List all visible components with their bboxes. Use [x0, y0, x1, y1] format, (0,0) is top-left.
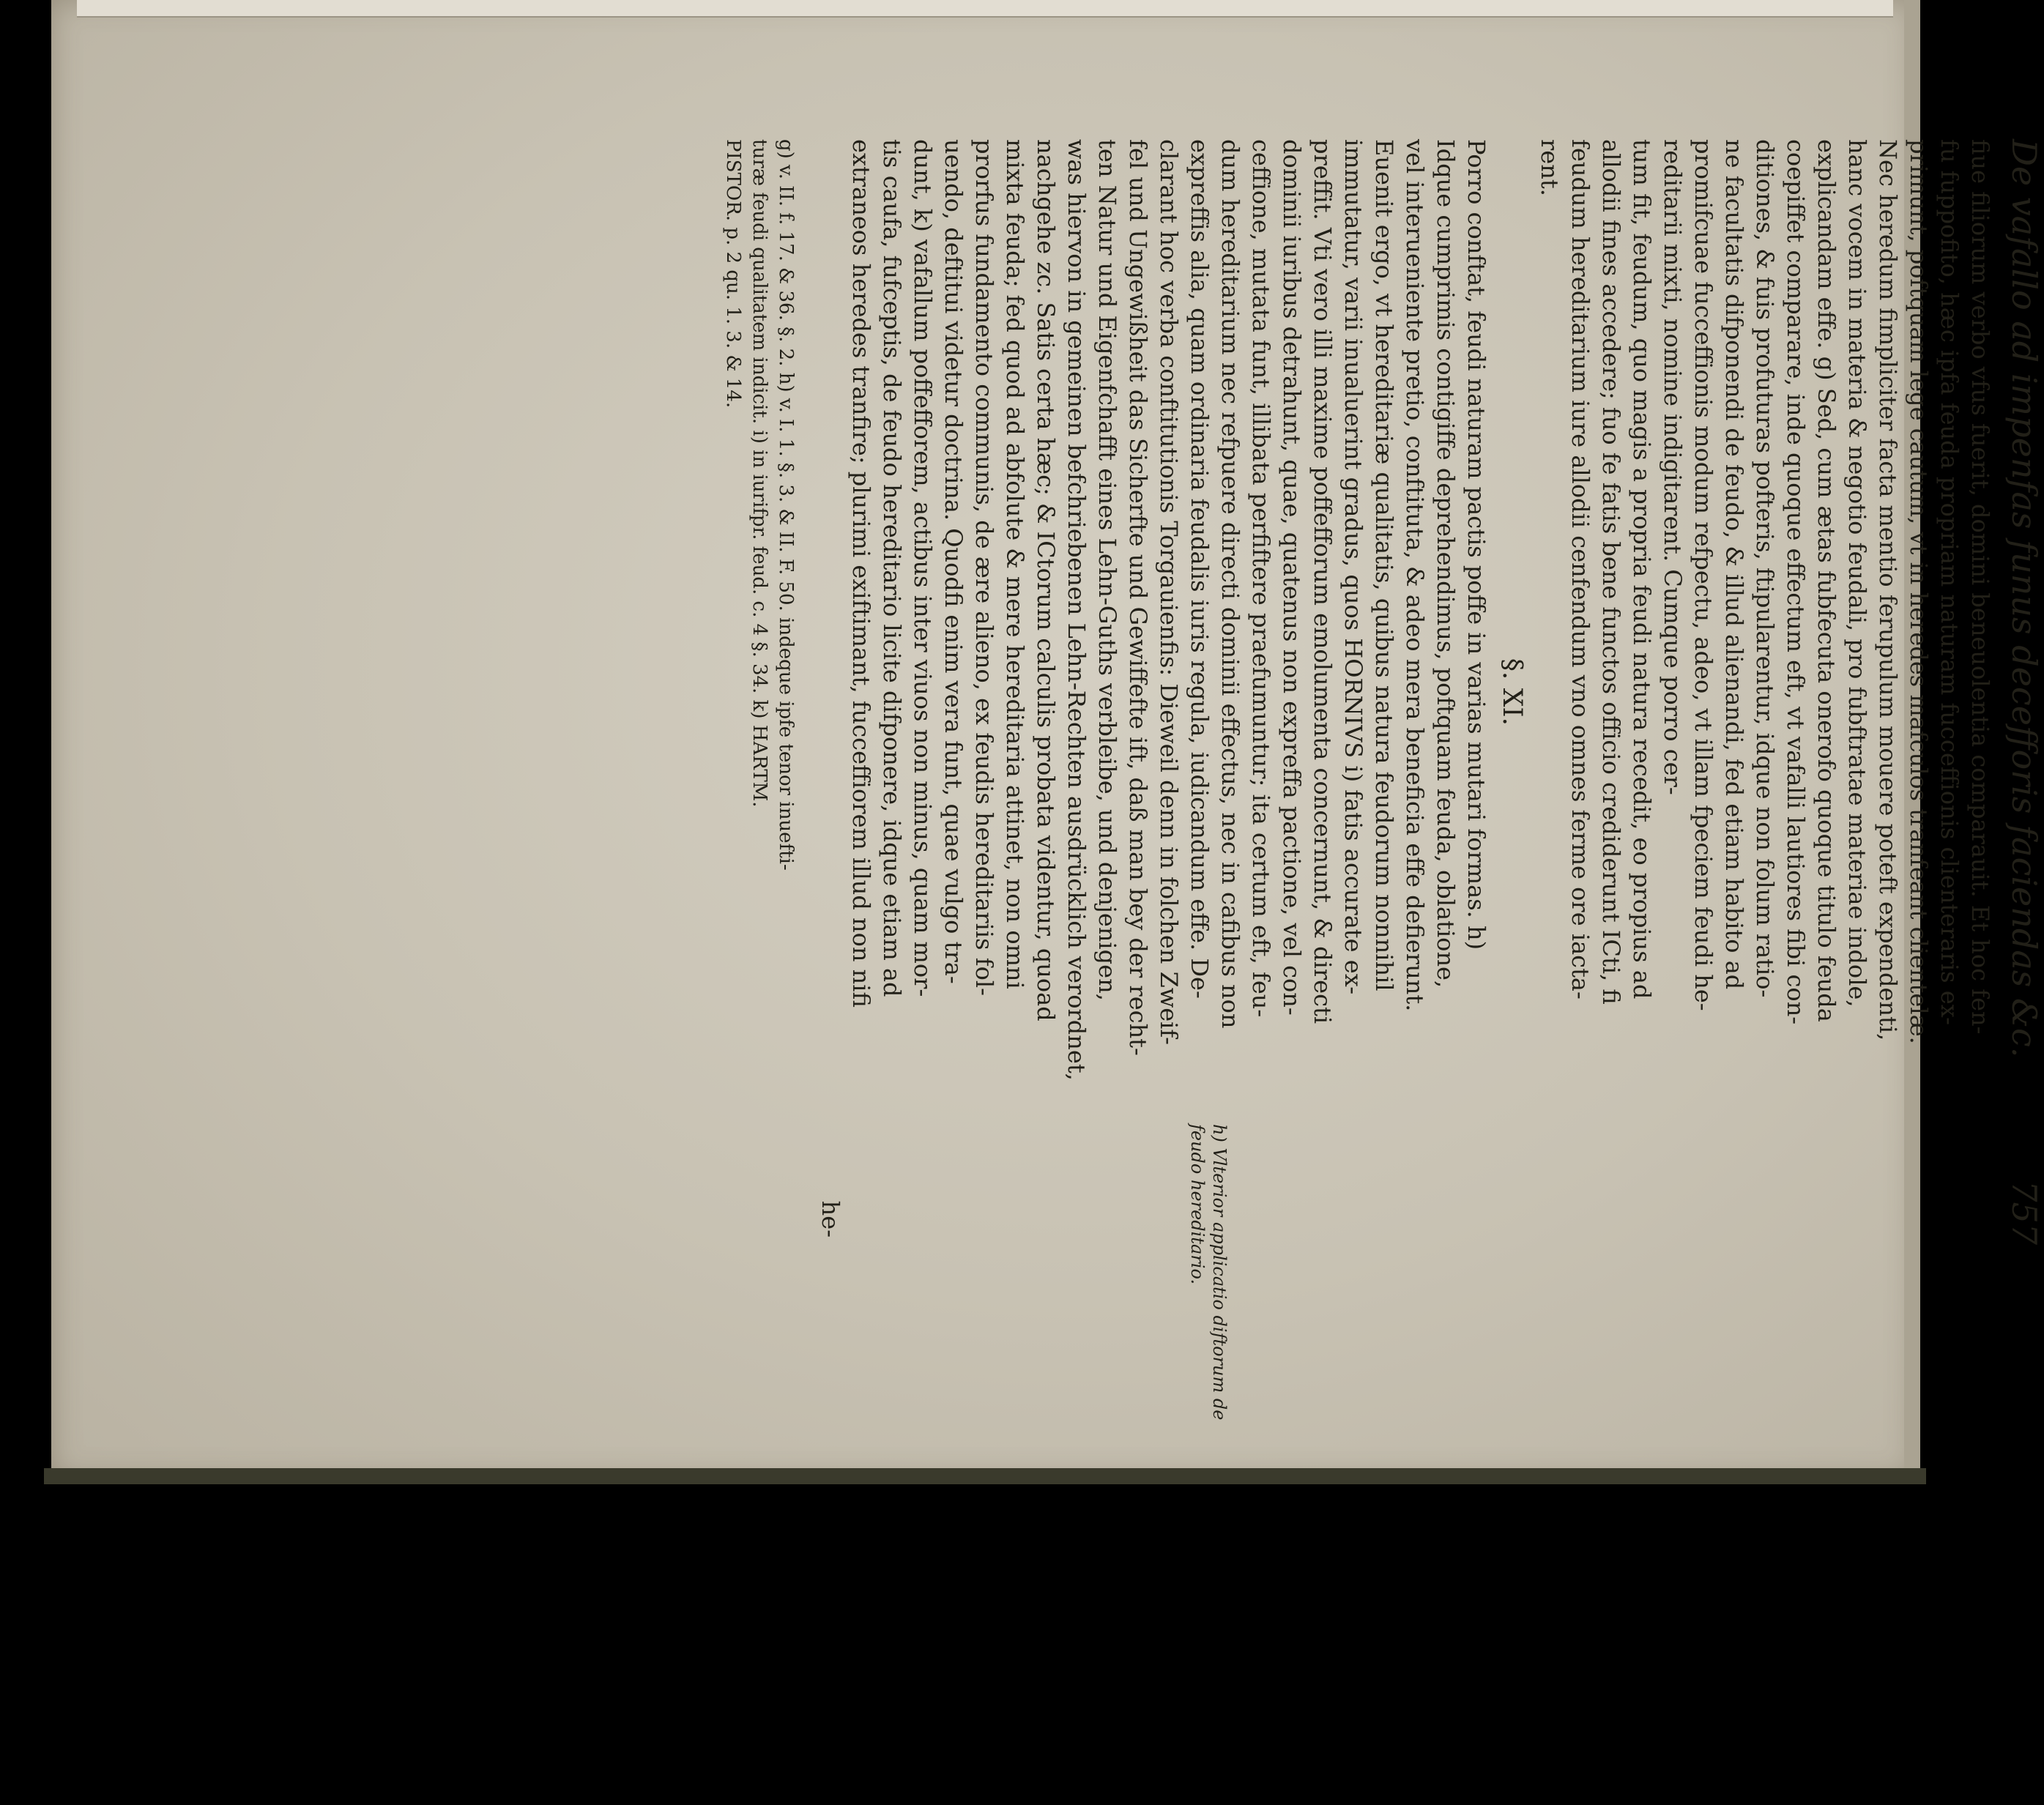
footnote-line: turæ feudi qualitatem indicit. i) in iurifpr. feud. c. 4 §. 34. k) HARTM.	[748, 139, 770, 808]
rotated-text-block	[722, 139, 2044, 1245]
book-cover-edge	[44, 1468, 1926, 1484]
text-line: vel interueniente pretio, conftituta, & adeo mera beneficia effe defierunt.	[1401, 139, 1429, 1012]
text-line: ditiones, & fuis profuturas pofteris, ftipularentur, idque non folum ratio-	[1751, 139, 1779, 998]
text-line: Idque cumprimis contigiffe deprehendimus, poftquam feuda, oblatione,	[1432, 139, 1460, 989]
text-line: immutatur, varii inualuerint gradus, quos HORNIVS i) fatis accurate ex-	[1339, 139, 1367, 994]
footnote-line: g) v. II. f. 17. & 36. §. 2. h) v. I. 1. §. 3. & II. F. 50. indeque ipfe tenor inuefti-	[775, 139, 797, 871]
paragraph-1	[1534, 139, 1996, 1245]
text-line: dunt, k) vafallum poffefforem, actibus inter viuos non minus, quam mor-	[909, 139, 937, 997]
section-heading: §. XI.	[1497, 658, 1527, 726]
text-line: nachgehe zc. Satis certa hæc; & ICtorum calculis probata videntur, quoad	[1032, 139, 1060, 1021]
text-line: prorfus fundamento communis, de ære alieno, ex feudis hereditariis fol-	[970, 139, 998, 996]
text-line: tum fit, feudum, quo magis a propria feudi natura recedit, eo propius ad	[1628, 139, 1656, 1000]
text-line: extraneos heredes tranfire; plurimi exiftimant, fucceffiorem illud non nifi	[847, 139, 875, 1008]
text-line: fel und Ungewißheit das Sicherfte und Gewiffefte ift, daß man bey der recht-	[1124, 139, 1152, 1056]
text-line: hanc vocem in materia & negotio feudali, pro fubftratae materiae indole,	[1843, 139, 1871, 1008]
text-line: uendo, deftitui videtur doctrina. Quodfi enim vera funt, quae vulgo tra-	[940, 139, 967, 984]
text-line: reditarii mixti, nomine indigitarent. Cumque porro cer-	[1659, 139, 1687, 795]
page-number: 757	[2004, 1180, 2044, 1245]
paragraph-2	[846, 139, 1492, 1245]
text-line: ceffione, mutata funt, illibata perfiftere praefumuntur; ita certum eft, feu-	[1247, 139, 1275, 1018]
text-line: Nec heredum fimpliciter facta mentio ferupulum mouere poteft expendenti,	[1874, 139, 1902, 1041]
text-line: dum hereditarium nec refpuere directi dominii effectus, nec in cafibus non	[1216, 139, 1244, 1029]
text-line: mixta feuda; fed quod ad abfolute & mere hereditaria attinet, non omni	[1001, 139, 1029, 989]
text-line: preffit. Vti vero illi maxime poffefforum emolumenta concernunt, & directi	[1309, 139, 1337, 1024]
text-line: primunt, poftquam lege cautum, vt in heredes mafculos tranfeant clientelæ.	[1905, 139, 1933, 1044]
catchword: he-	[817, 1200, 844, 1238]
text-line: rent.	[1536, 139, 1564, 196]
text-line: fu fuppofito, hæc ipfa feuda propriam naturam fucceffionis clienteraris ex-	[1936, 139, 1963, 1025]
text-line: fiue filiorum verbo vfus fuerit, domini beneuolentia comparauit. Et hoc fen-	[1966, 139, 1994, 1035]
text-line: clarant hoc verba conftitutionis Torgauienfis: Dieweil denn in folchen Zweif-	[1155, 139, 1183, 1045]
text-line: Porro conftat, feudi naturam pactis poffe in varias mutari formas. h)	[1463, 139, 1490, 950]
text-line: explicandam effe. g) Sed, cum ætas fubfecuta onerofo quoque titulo feuda	[1813, 139, 1840, 1022]
text-line: tis caufa, fufceptis, de feudo hereditario licite difponere, idque etiam ad	[878, 139, 906, 997]
text-line: dominii iuribus detrahunt, quae, quatenus non expreffa pactione, vel con-	[1278, 139, 1306, 1016]
text-line: allodii fines accedere; fuo fe fatis bene functos officio crediderunt ICti, fi	[1597, 139, 1625, 1005]
margin-note: h) Vlterior applicatio diftorum de feudo hereditario.	[1187, 1124, 1230, 1421]
footnote-line: PISTOR. p. 2 qu. 1. 3. & 14.	[722, 139, 744, 409]
running-head	[2004, 139, 2044, 1245]
text-line: feudum hereditarium iure allodii cenfendum vno omnes ferme ore iacta-	[1567, 139, 1594, 1000]
footnotes	[720, 139, 799, 1245]
running-title: De vafallo ad impenfas funus decefforis faciendas &c.	[2004, 139, 2044, 1058]
text-line: coepiffet comparare, inde quoque effectum eft, vt vafalli lautiores fibi con-	[1782, 139, 1810, 1025]
text-line: ten Natur und Eigenfchafft eines Lehn-Guths verbleibe, und denjenigen,	[1093, 139, 1121, 1001]
page-top-edge	[77, 0, 1893, 18]
text-line: expreffis alia, quam ordinaria feudalis iuris regula, iudicandum effe. De-	[1186, 139, 1214, 999]
text-line: ne facultatis difponendi de feudo, & illud alienandi, fed etiam habito ad	[1720, 139, 1748, 990]
text-line: Euenit ergo, vt hereditariæ qualitatis, quibus natura feudorum nonnihil	[1370, 139, 1398, 991]
text-line: promifcuae fucceffionis modum refpectu, adeo, vt illam fpeciem feudi he-	[1690, 139, 1717, 1011]
text-line: was hiervon in gemeinen befchriebenen Lehn-Rechten ausdrücklich verordnet,	[1063, 139, 1090, 1081]
